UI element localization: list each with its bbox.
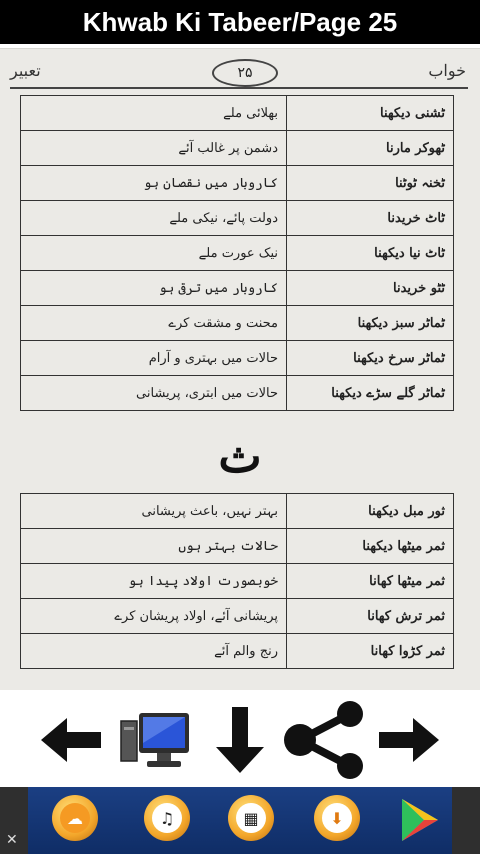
term-cell: ٹاٹ خریدنا — [287, 201, 454, 236]
meaning-cell: محنت و مشقت کرے — [21, 306, 287, 341]
term-cell: ٹماٹر سبز دیکھنا — [287, 306, 454, 341]
table-row — [21, 306, 454, 341]
term-cell: ثمر ترش کھانا — [287, 599, 454, 634]
term-cell: ثمر میٹھا کھانا — [287, 564, 454, 599]
scanned-page — [0, 48, 480, 691]
term-cell: ٹماٹر گلے سڑے دیکھنا — [287, 376, 454, 411]
table-row — [21, 201, 454, 236]
term-cell: ٹخنہ ٹوٹنا — [287, 166, 454, 201]
share-icon — [282, 700, 368, 780]
meaning-cell: حالات بہتر ہوں — [21, 529, 287, 564]
video-icon[interactable]: ▦ — [228, 795, 274, 841]
section-letter-heading: ث — [218, 429, 262, 483]
table-row — [21, 376, 454, 411]
meaning-cell: دشمن پر غالب آئے — [21, 131, 287, 166]
term-cell: ثمر کڑوا کھانا — [287, 634, 454, 669]
table-row — [21, 96, 454, 131]
ad-close-icon[interactable]: ✕ — [6, 832, 18, 848]
table-row — [21, 341, 454, 376]
table-row — [21, 529, 454, 564]
term-cell: ٹھوکر مارنا — [287, 131, 454, 166]
meaning-cell: نیک عورت ملے — [21, 236, 287, 271]
table-row — [21, 271, 454, 306]
music-icon[interactable]: ♫ — [144, 795, 190, 841]
meaning-cell: بھلائی ملے — [21, 96, 287, 131]
next-button[interactable] — [372, 700, 448, 780]
previous-button[interactable] — [32, 700, 108, 780]
app-title-bar — [0, 0, 480, 44]
term-cell: ٹاٹ نیا دیکھنا — [287, 236, 454, 271]
header-divider — [10, 87, 468, 89]
term-cell: ٹشنی دیکھنا — [287, 96, 454, 131]
download-app-icon[interactable]: ⬇ — [314, 795, 360, 841]
term-cell: ثمر میٹھا دیکھنا — [287, 529, 454, 564]
arrow-down-icon — [210, 703, 270, 777]
home-button[interactable] — [116, 700, 196, 780]
meaning-cell: حالات میں بہتری و آرام — [21, 341, 287, 376]
meaning-cell: رنج والم آئے — [21, 634, 287, 669]
dictionary-table-1 — [20, 95, 454, 411]
uc-browser-icon[interactable]: ☁ — [52, 795, 98, 841]
arrow-right-icon — [375, 712, 445, 768]
meaning-cell: کاروبار میں نقصان ہو — [21, 166, 287, 201]
meaning-cell: بہتر نہیں، باعث پریشانی — [21, 494, 287, 529]
table-row — [21, 634, 454, 669]
term-cell: ثور مبل دیکھنا — [287, 494, 454, 529]
table-row — [21, 166, 454, 201]
meaning-cell: خوبصورت اولاد پیدا ہو — [21, 564, 287, 599]
ad-banner[interactable] — [0, 787, 480, 854]
table-row — [21, 494, 454, 529]
dictionary-table-2 — [20, 493, 454, 669]
meaning-cell: حالات میں ابتری، پریشانی — [21, 376, 287, 411]
term-cell: ٹٹو خریدنا — [287, 271, 454, 306]
page-number: ۲۵ — [237, 65, 253, 81]
computer-icon — [119, 707, 193, 773]
table-row — [21, 564, 454, 599]
download-button[interactable] — [206, 700, 274, 780]
table-row — [21, 236, 454, 271]
ad-banner-inner — [28, 787, 452, 854]
play-store-icon[interactable] — [398, 797, 442, 843]
table-row — [21, 599, 454, 634]
meaning-cell: دولت پائے، نیکی ملے — [21, 201, 287, 236]
header-left-text: تعبیر — [10, 61, 41, 80]
page-title: Khwab Ki Tabeer/Page 25 — [82, 6, 398, 37]
header-right-text: خواب — [428, 61, 466, 80]
arrow-left-icon — [35, 712, 105, 768]
share-button[interactable] — [280, 700, 370, 780]
term-cell: ٹماٹر سرخ دیکھنا — [287, 341, 454, 376]
meaning-cell: کاروبار میں ترقی ہو — [21, 271, 287, 306]
meaning-cell: پریشانی آئے، اولاد پریشان کرے — [21, 599, 287, 634]
page-number-badge — [212, 59, 278, 87]
table-row — [21, 131, 454, 166]
